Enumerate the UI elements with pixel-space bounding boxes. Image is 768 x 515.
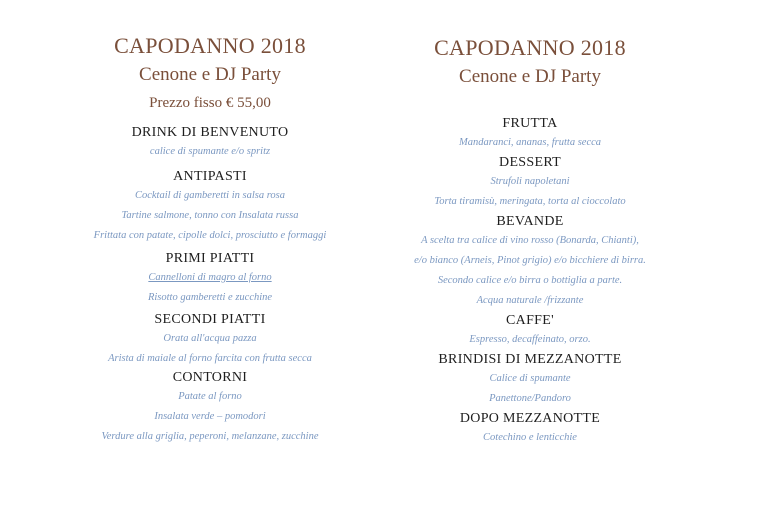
section-bevande [372,213,688,311]
right-menu-card [372,0,688,448]
section-heading: BRINDISI DI MEZZANOTTE [438,352,622,367]
menu-item: Tartine salmone, tonno con Insalata russa [121,210,299,221]
left-menu-subtitle: Cenone e DJ Party [139,64,281,85]
section-heading: PRIMI PIATTI [165,251,255,266]
menu-item: A scelta tra calice di vino rosso (Bonarda, Chianti), [421,235,639,246]
right-menu-title: CAPODANNO 2018 [434,35,626,60]
section-heading: ANTIPASTI [173,169,247,184]
menu-item: Acqua naturale /frizzante [476,295,584,306]
menu-item: Verdure alla griglia, peperoni, melanzane, zucchine [101,431,319,442]
menu-item: e/o bianco (Arneis, Pinot grigio) e/o bicchiere di birra. [414,255,646,266]
section-heading: FRUTTA [502,116,558,131]
menu-item: Torta tiramisù, meringata, torta al cioccolato [434,196,626,207]
section-heading: DRINK DI BENVENUTO [131,125,289,140]
menu-item: Arista di maiale al forno farcita con frutta secca [108,353,312,364]
section-dessert [372,154,688,212]
menu-item: calice di spumante e/o spritz [149,146,271,157]
menu-item: Calice di spumante [489,373,571,384]
left-menu-card [30,0,390,447]
menu-item: Cocktail di gamberetti in salsa rosa [134,190,285,201]
menu-item: Secondo calice e/o birra o bottiglia a parte. [437,275,623,286]
menu-item: Strufoli napoletani [490,176,570,187]
section-heading: SECONDI PIATTI [154,312,266,327]
menu-item: Mandaranci, ananas, frutta secca [458,137,602,148]
section-brindisi-di-mezzanotte [372,351,688,409]
menu-item: Insalata verde – pomodori [154,411,266,422]
menu-item: Patate al forno [178,391,242,402]
menu-item: Panettone/Pandoro [489,393,571,404]
menu-item: Cotechino e lenticchie [483,432,577,443]
left-menu-title: CAPODANNO 2018 [114,33,306,58]
menu-item: Risotto gamberetti e zucchine [147,292,273,303]
menu-item-link[interactable]: Cannelloni di magro al forno [148,272,272,283]
section-primi-piatti [30,250,390,308]
menu-item: Espresso, decaffeinato, orzo. [469,334,591,345]
section-heading: DESSERT [499,155,561,170]
section-frutta [372,115,688,153]
section-dopo-mezzanotte [372,410,688,448]
section-secondi-piatti [30,311,390,369]
section-caffe [372,312,688,350]
section-antipasti [30,168,390,246]
section-heading: CONTORNI [172,370,248,385]
left-menu-price: Prezzo fisso € 55,00 [149,95,271,111]
section-contorni [30,369,390,447]
section-heading: DOPO MEZZANOTTE [459,411,601,426]
menu-item: Frittata con patate, cipolle dolci, prosciutto e formaggi [93,230,327,241]
right-menu-subtitle: Cenone e DJ Party [459,66,601,87]
section-drink-di-benvenuto [30,124,390,162]
section-heading: CAFFE' [506,313,554,328]
menu-item: Orata all'acqua pazza [163,333,257,344]
section-heading: BEVANDE [496,214,564,229]
